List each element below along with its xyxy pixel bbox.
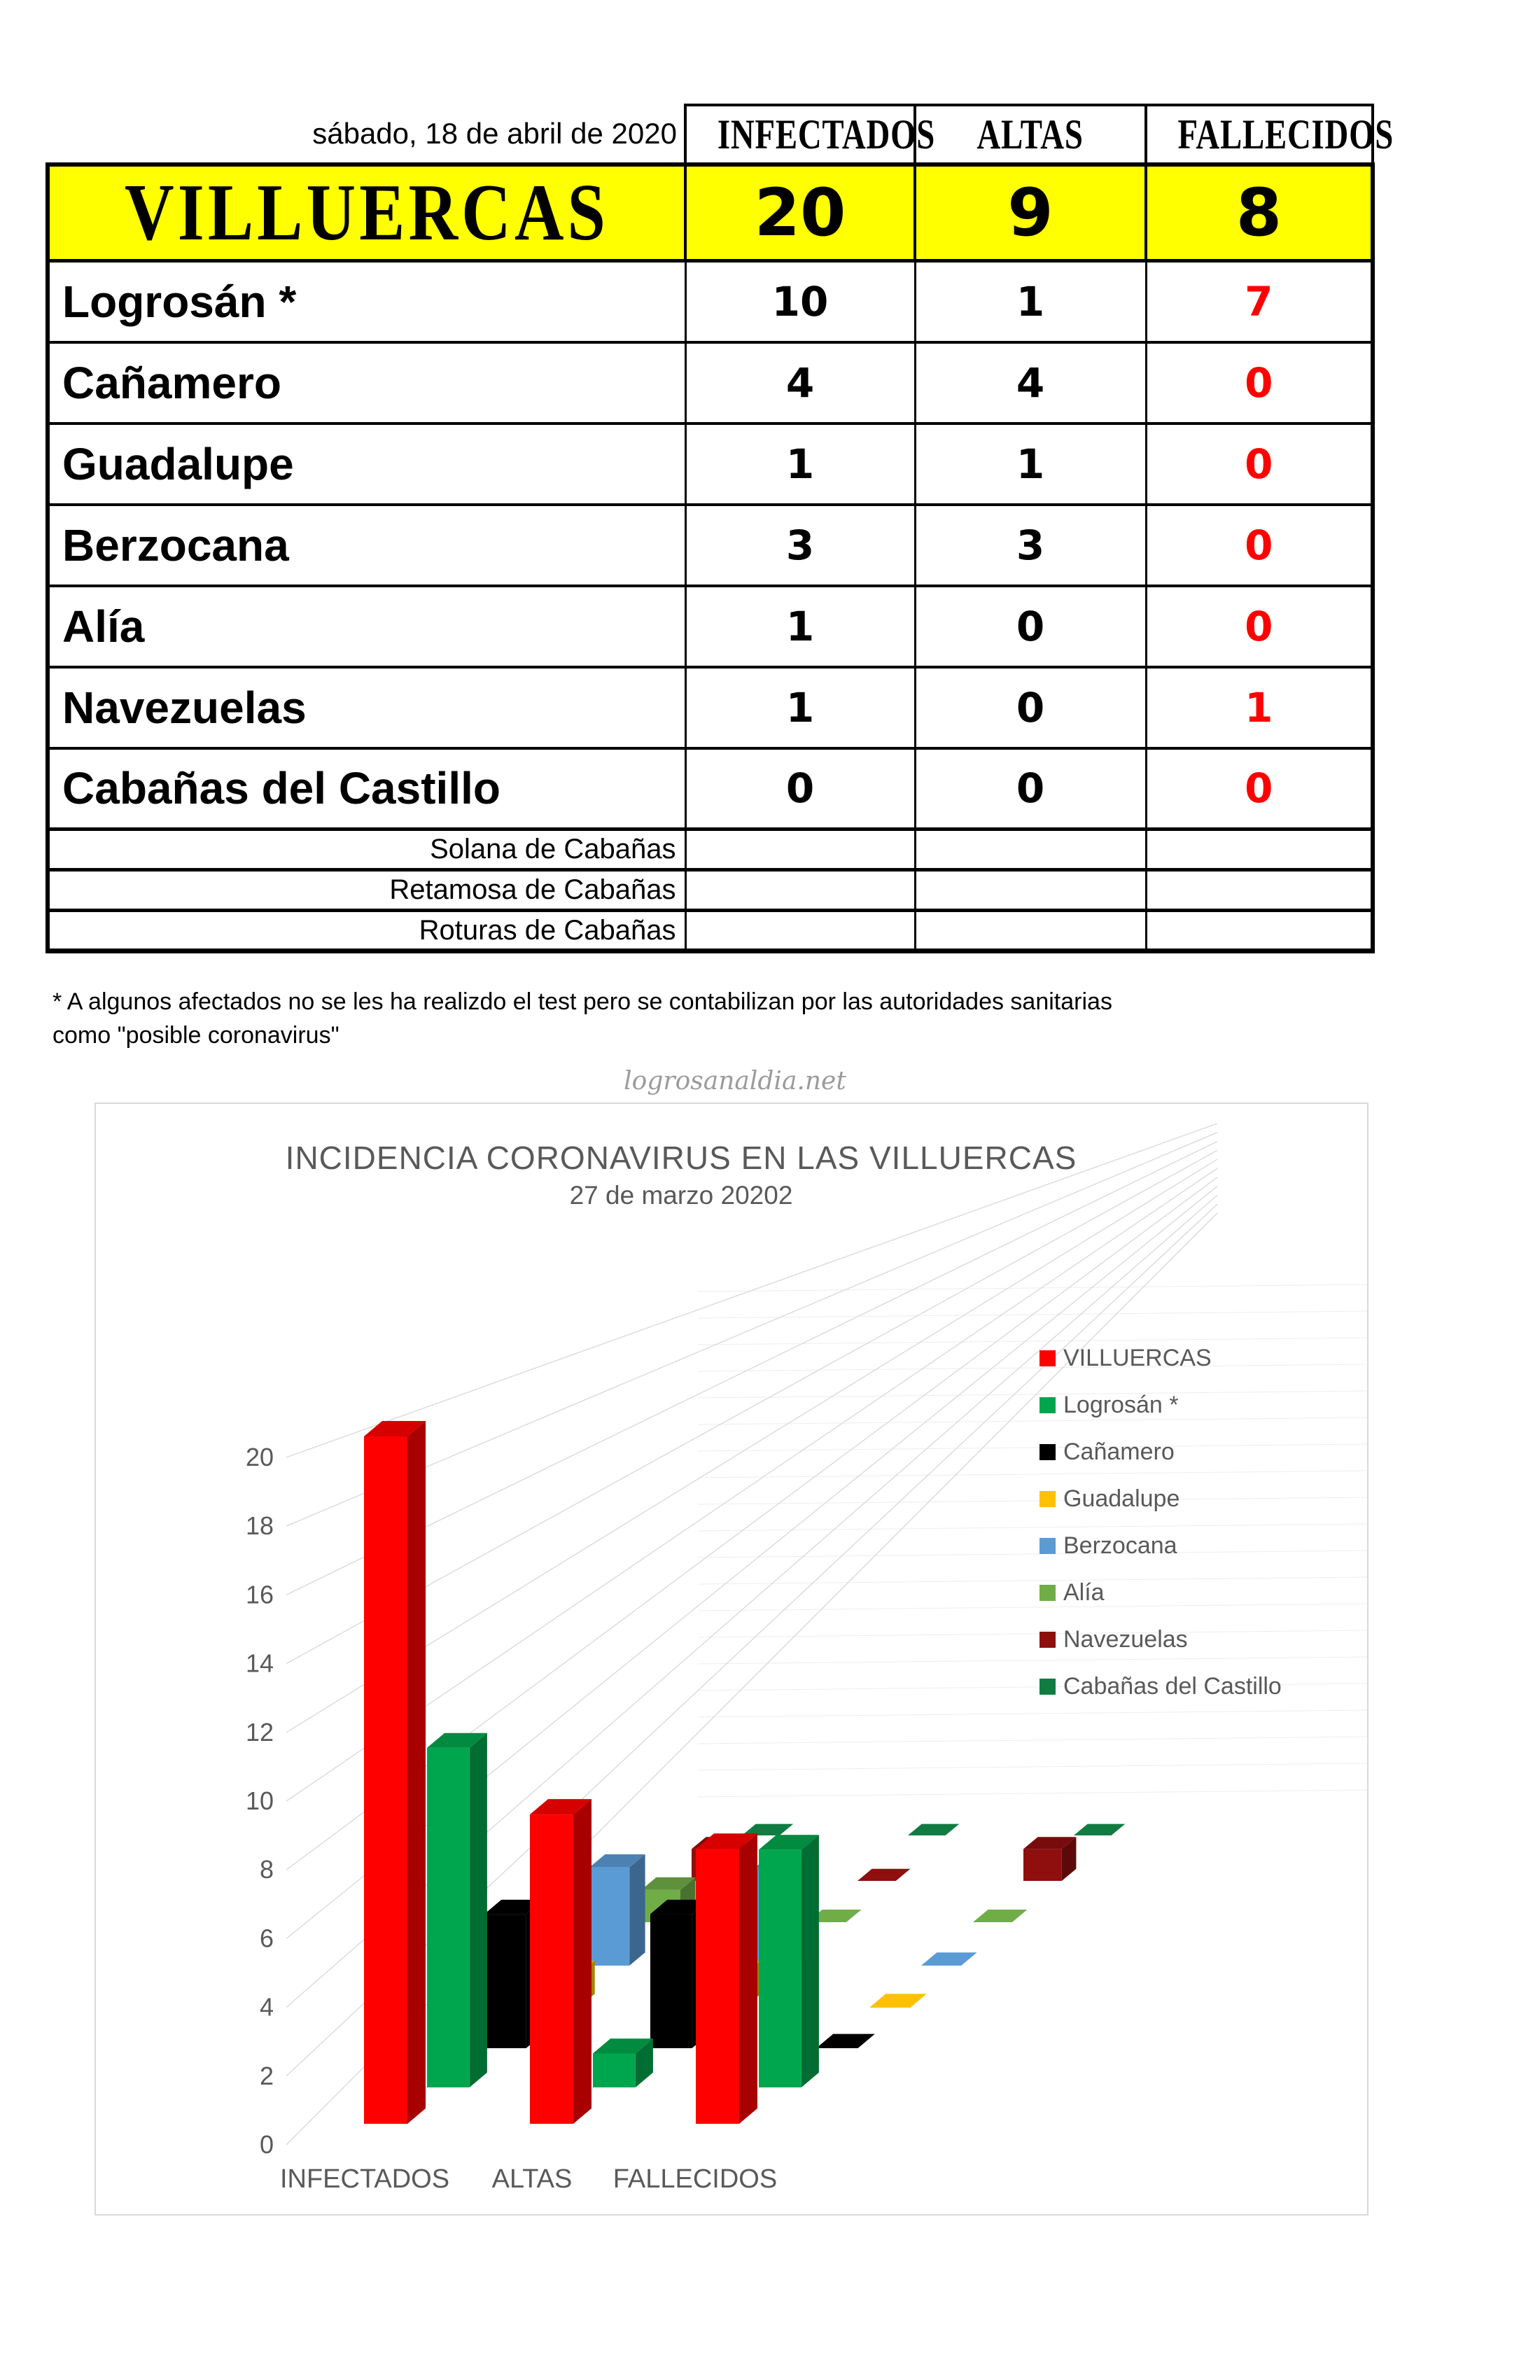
altas-cell: 0 [915,748,1146,830]
sub-row [48,830,1373,870]
svg-text:16: 16 [245,1580,274,1609]
svg-text:INFECTADOS: INFECTADOS [279,2164,450,2194]
fallecidos-cell: 0 [1146,342,1373,424]
covid-table [46,104,1394,953]
svg-text:10: 10 [245,1786,274,1815]
column-header-label: INFECTADOS [717,111,936,158]
infectados-cell: 4 [685,342,915,424]
table-row [48,586,1373,667]
municipality-name-cell: Cabañas del Castillo [48,748,685,830]
legend-label: Berzocana [1063,1532,1177,1559]
legend-swatch [1040,1491,1056,1507]
fallecidos-cell: 7 [1146,261,1373,342]
legend-swatch [1040,1632,1056,1648]
municipality-name-cell: Berzocana [48,505,685,586]
legend-item [1040,1522,1282,1569]
svg-text:FALLECIDOS: FALLECIDOS [612,2164,778,2194]
svg-text:20: 20 [245,1443,274,1471]
column-header-fallecidos [1146,105,1394,164]
total-row [48,164,1373,261]
column-header-label: FALLECIDOS [1177,111,1394,158]
empty-cell [685,830,915,870]
total-name-cell [48,164,685,261]
altas-cell: 0 [915,586,1146,667]
legend-item [1040,1335,1282,1382]
legend-swatch [1040,1585,1056,1601]
legend-label: Cabañas del Castillo [1063,1673,1282,1700]
legend-label: Logrosán * [1063,1392,1179,1418]
legend-item [1040,1429,1282,1476]
chart [94,1102,1368,2216]
empty-cell [1146,870,1373,911]
legend-item [1040,1476,1282,1522]
total-name-label: VILLUERCAS [125,168,609,257]
empty-cell [915,870,1146,911]
table-header-row [48,105,1373,164]
legend-swatch [1040,1679,1056,1695]
infectados-cell: 1 [685,586,915,667]
sub-row [48,870,1373,911]
table-row [48,505,1373,586]
legend-label: Alía [1063,1579,1105,1606]
municipality-name-cell: Logrosán * [48,261,685,342]
municipality-name-cell: Alía [48,586,685,667]
empty-cell [685,911,915,951]
svg-text:0: 0 [259,2130,274,2159]
svg-text:4: 4 [259,1992,274,2022]
legend-item [1040,1569,1282,1616]
table-row [48,261,1373,342]
svg-text:12: 12 [245,1717,274,1746]
infectados-cell: 3 [685,505,915,586]
municipality-name-cell: Guadalupe [48,424,685,505]
fallecidos-cell: 0 [1146,586,1373,667]
column-header-infectados [685,105,936,164]
svg-text:ALTAS: ALTAS [491,2164,573,2194]
chart-legend [1040,1335,1282,1710]
legend-item [1040,1663,1282,1710]
svg-text:8: 8 [259,1855,274,1884]
legend-swatch [1040,1397,1056,1413]
fallecidos-cell: 0 [1146,505,1373,586]
legend-item [1040,1616,1282,1663]
legend-item [1040,1382,1282,1429]
infectados-cell: 1 [685,667,915,748]
table-row [48,424,1373,505]
altas-cell: 3 [915,505,1146,586]
svg-text:18: 18 [245,1511,274,1541]
sub-row [48,911,1373,951]
legend-label: Cañamero [1063,1438,1175,1465]
altas-cell: 4 [915,342,1146,424]
column-header-altas [915,105,1146,164]
total-altas-cell: 9 [915,164,1146,261]
chart-title: INCIDENCIA CORONAVIRUS EN LAS VILLUERCAS [285,1140,1077,1176]
table-row [48,667,1373,748]
table-row [48,748,1373,830]
fallecidos-cell: 1 [1146,667,1373,748]
municipality-name-cell: Cañamero [48,342,685,424]
empty-cell [915,911,1146,951]
watermark: logrosanaldia.net [624,1067,846,1096]
municipality-name-cell: Navezuelas [48,667,685,748]
legend-swatch [1040,1444,1056,1460]
infectados-cell: 1 [685,424,915,505]
total-fallecidos-cell: 8 [1146,164,1373,261]
svg-text:6: 6 [259,1924,274,1953]
infectados-cell: 10 [685,261,915,342]
legend-label: Guadalupe [1063,1485,1180,1512]
total-infectados-cell: 20 [685,164,915,261]
empty-cell [685,870,915,911]
sub-municipality-name-cell: Retamosa de Cabañas [48,870,685,911]
table-row [48,342,1373,424]
legend-label: Navezuelas [1063,1626,1188,1653]
sub-municipality-name-cell: Roturas de Cabañas [48,911,685,951]
svg-text:14: 14 [245,1648,274,1678]
date-label: sábado, 18 de abril de 2020 [312,117,677,150]
empty-cell [1146,830,1373,870]
column-header-label: ALTAS [976,111,1084,158]
sub-municipality-name-cell: Solana de Cabañas [48,830,685,870]
legend-swatch [1040,1350,1056,1366]
fallecidos-cell: 0 [1146,424,1373,505]
altas-cell: 0 [915,667,1146,748]
infectados-cell: 0 [685,748,915,830]
footnote: * A algunos afectados no se les ha realizdo el test pero se contabilizan por las autoridades sanitarias como "posible coronavirus" [52,988,1112,1049]
empty-cell [1146,911,1373,951]
chart-subtitle: 27 de marzo 20202 [569,1181,793,1210]
altas-cell: 1 [915,424,1146,505]
fallecidos-cell: 0 [1146,748,1373,830]
legend-label: VILLUERCAS [1063,1345,1212,1371]
altas-cell: 1 [915,261,1146,342]
empty-cell [915,830,1146,870]
svg-text:2: 2 [259,2061,274,2090]
legend-swatch [1040,1538,1056,1554]
